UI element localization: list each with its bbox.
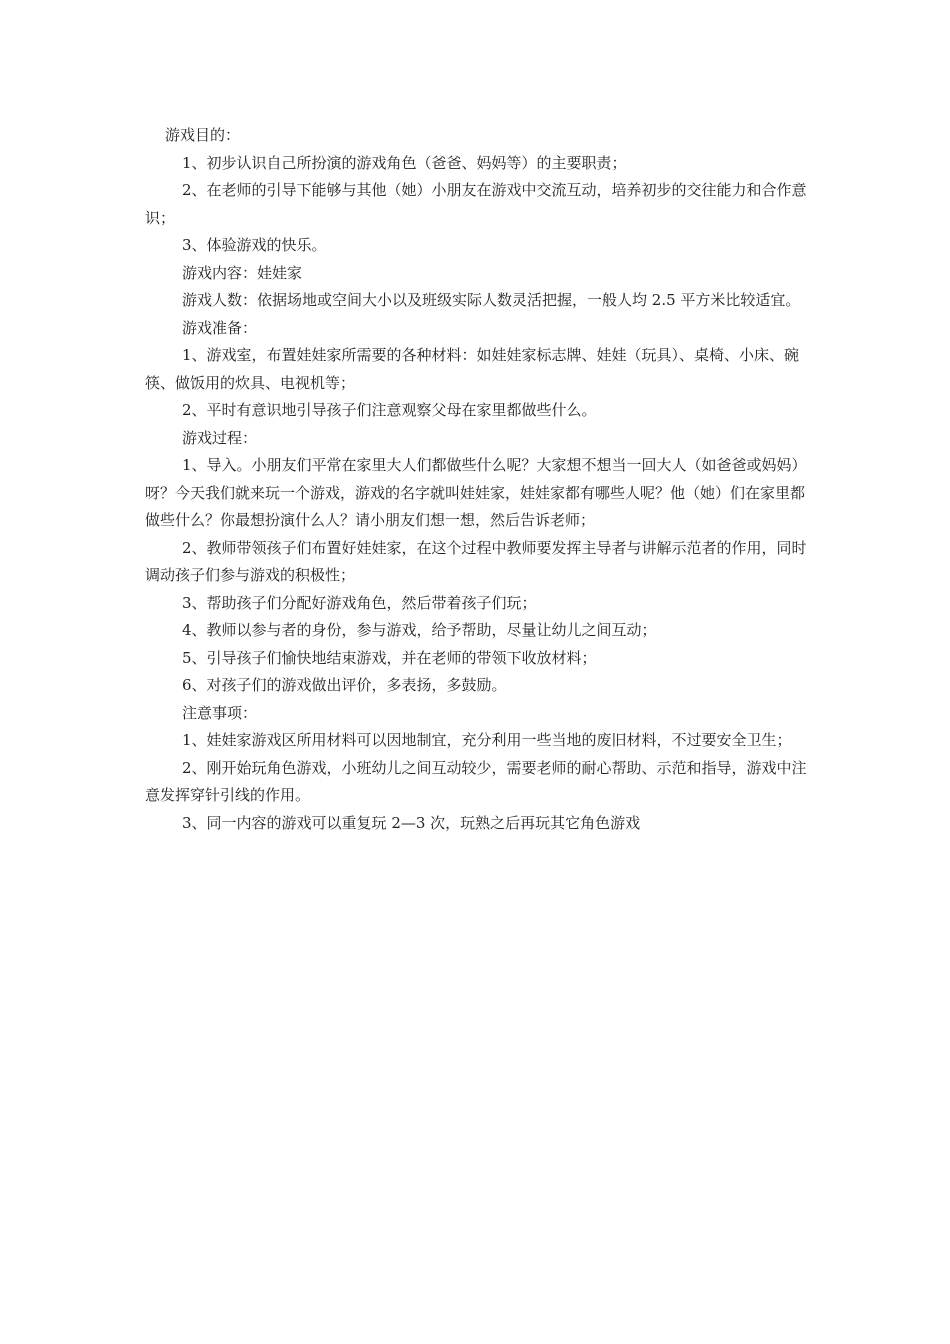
section-heading-goals: 游戏目的： — [165, 126, 241, 144]
process-item-5: 5、引导孩子们愉快地结束游戏，并在老师的带领下收放材料； — [182, 648, 597, 667]
process-item-1: 1、导入。小朋友们平常在家里大人们都做些什么呢？大家想不想当一回大人（如爸爸或妈妈）呀？今天我们就来玩一个游戏，游戏的名字就叫娃娃家，娃娃家都有哪些人呢？他（她）们在家里都做些什么？你最想扮演什么人？请小朋友们想一想，然后告诉老师； — [145, 456, 807, 529]
preparation-item-2: 2、平时有意识地引导孩子们注意观察父母在家里都做些什么。 — [182, 401, 597, 419]
goal-item-1: 1、初步认识自己所扮演的游戏角色（爸爸、妈妈等）的主要职责； — [182, 153, 627, 172]
note-item-3: 3、同一内容的游戏可以重复玩 2—3 次，玩熟之后再玩其它角色游戏 — [182, 813, 641, 832]
section-heading-notes: 注意事项： — [182, 703, 258, 722]
note-item-2: 2、刚开始玩角色游戏，小班幼儿之间互动较少，需要老师的耐心帮助、示范和指导，游戏中注意发挥穿针引线的作用。 — [145, 758, 807, 804]
preparation-item-1: 1、游戏室，布置娃娃家所需要的各种材料：如娃娃家标志牌、娃娃（玩具）、桌椅、小床、碗筷、做饭用的炊具、电视机等； — [145, 346, 800, 392]
note-item-1: 1、娃娃家游戏区所用材料可以因地制宜，充分利用一些当地的废旧材料，不过要安全卫生； — [182, 731, 792, 749]
goal-item-3: 3、体验游戏的快乐。 — [182, 236, 327, 254]
document-body — [145, 122, 810, 837]
process-item-2: 2、教师带领孩子们布置好娃娃家，在这个过程中教师要发挥主导者与讲解示范者的作用，同时调动孩子们参与游戏的积极性； — [145, 538, 807, 584]
section-heading-preparation: 游戏准备： — [182, 318, 258, 337]
game-content: 游戏内容：娃娃家 — [182, 263, 303, 282]
process-item-3: 3、帮助孩子们分配好游戏角色，然后带着孩子们玩； — [182, 593, 537, 612]
section-heading-process: 游戏过程： — [182, 428, 258, 447]
goal-item-2: 2、在老师的引导下能够与其他（她）小朋友在游戏中交流互动，培养初步的交往能力和合作意识； — [145, 181, 807, 227]
process-item-4: 4、教师以参与者的身份，参与游戏，给予帮助，尽量让幼儿之间互动； — [182, 621, 657, 639]
game-players: 游戏人数：依据场地或空间大小以及班级实际人数灵活把握，一般人均 2.5 平方米比较适宜。 — [182, 291, 801, 309]
process-item-6: 6、对孩子们的游戏做出评价，多表扬，多鼓励。 — [182, 676, 507, 694]
